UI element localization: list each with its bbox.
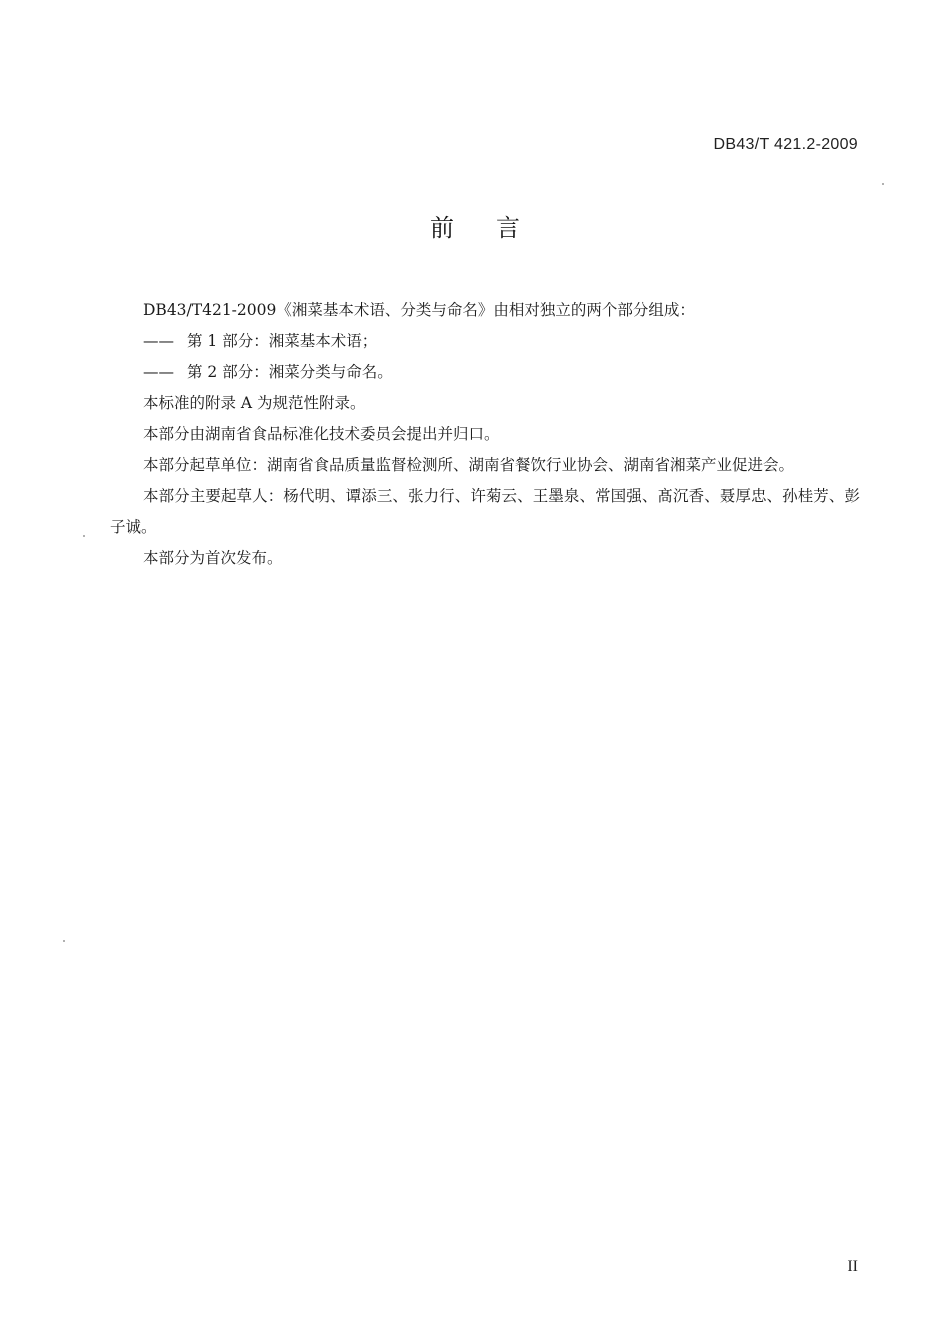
standard-code: DB43/T 421.2-2009 (713, 136, 858, 153)
dash-marker: —— (143, 332, 174, 350)
drafting-units-paragraph: 本部分起草单位：湖南省食品质量监督检测所、湖南省餐饮行业协会、湖南省湘菜产业促进会。 (143, 456, 795, 474)
dash-marker: —— (143, 363, 174, 381)
list-item (110, 326, 860, 357)
part-2-text: 第 2 部分：湘菜分类与命名。 (187, 363, 393, 381)
drafters-paragraph: 本部分主要起草人：杨代明、谭添三、张力行、许菊云、王墨泉、常国强、髙沉香、聂厚忠、孙桂芳、彭子诚。 (110, 487, 860, 536)
page-title: 前言 (430, 214, 562, 242)
proposed-by-paragraph: 本部分由湖南省食品标准化技术委员会提出并归口。 (143, 425, 500, 443)
scan-speck (83, 535, 85, 537)
first-release-paragraph: 本部分为首次发布。 (143, 549, 283, 567)
foreword-body (110, 295, 860, 574)
scan-speck (63, 940, 65, 942)
appendix-paragraph: 本标准的附录 A 为规范性附录。 (143, 394, 366, 412)
list-item (110, 357, 860, 388)
part-1-text: 第 1 部分：湘菜基本术语； (187, 332, 378, 350)
page-number: II (847, 1258, 858, 1275)
intro-paragraph: DB43/T421-2009《湘菜基本术语、分类与命名》由相对独立的两个部分组成： (143, 301, 695, 319)
scan-speck (882, 183, 884, 185)
